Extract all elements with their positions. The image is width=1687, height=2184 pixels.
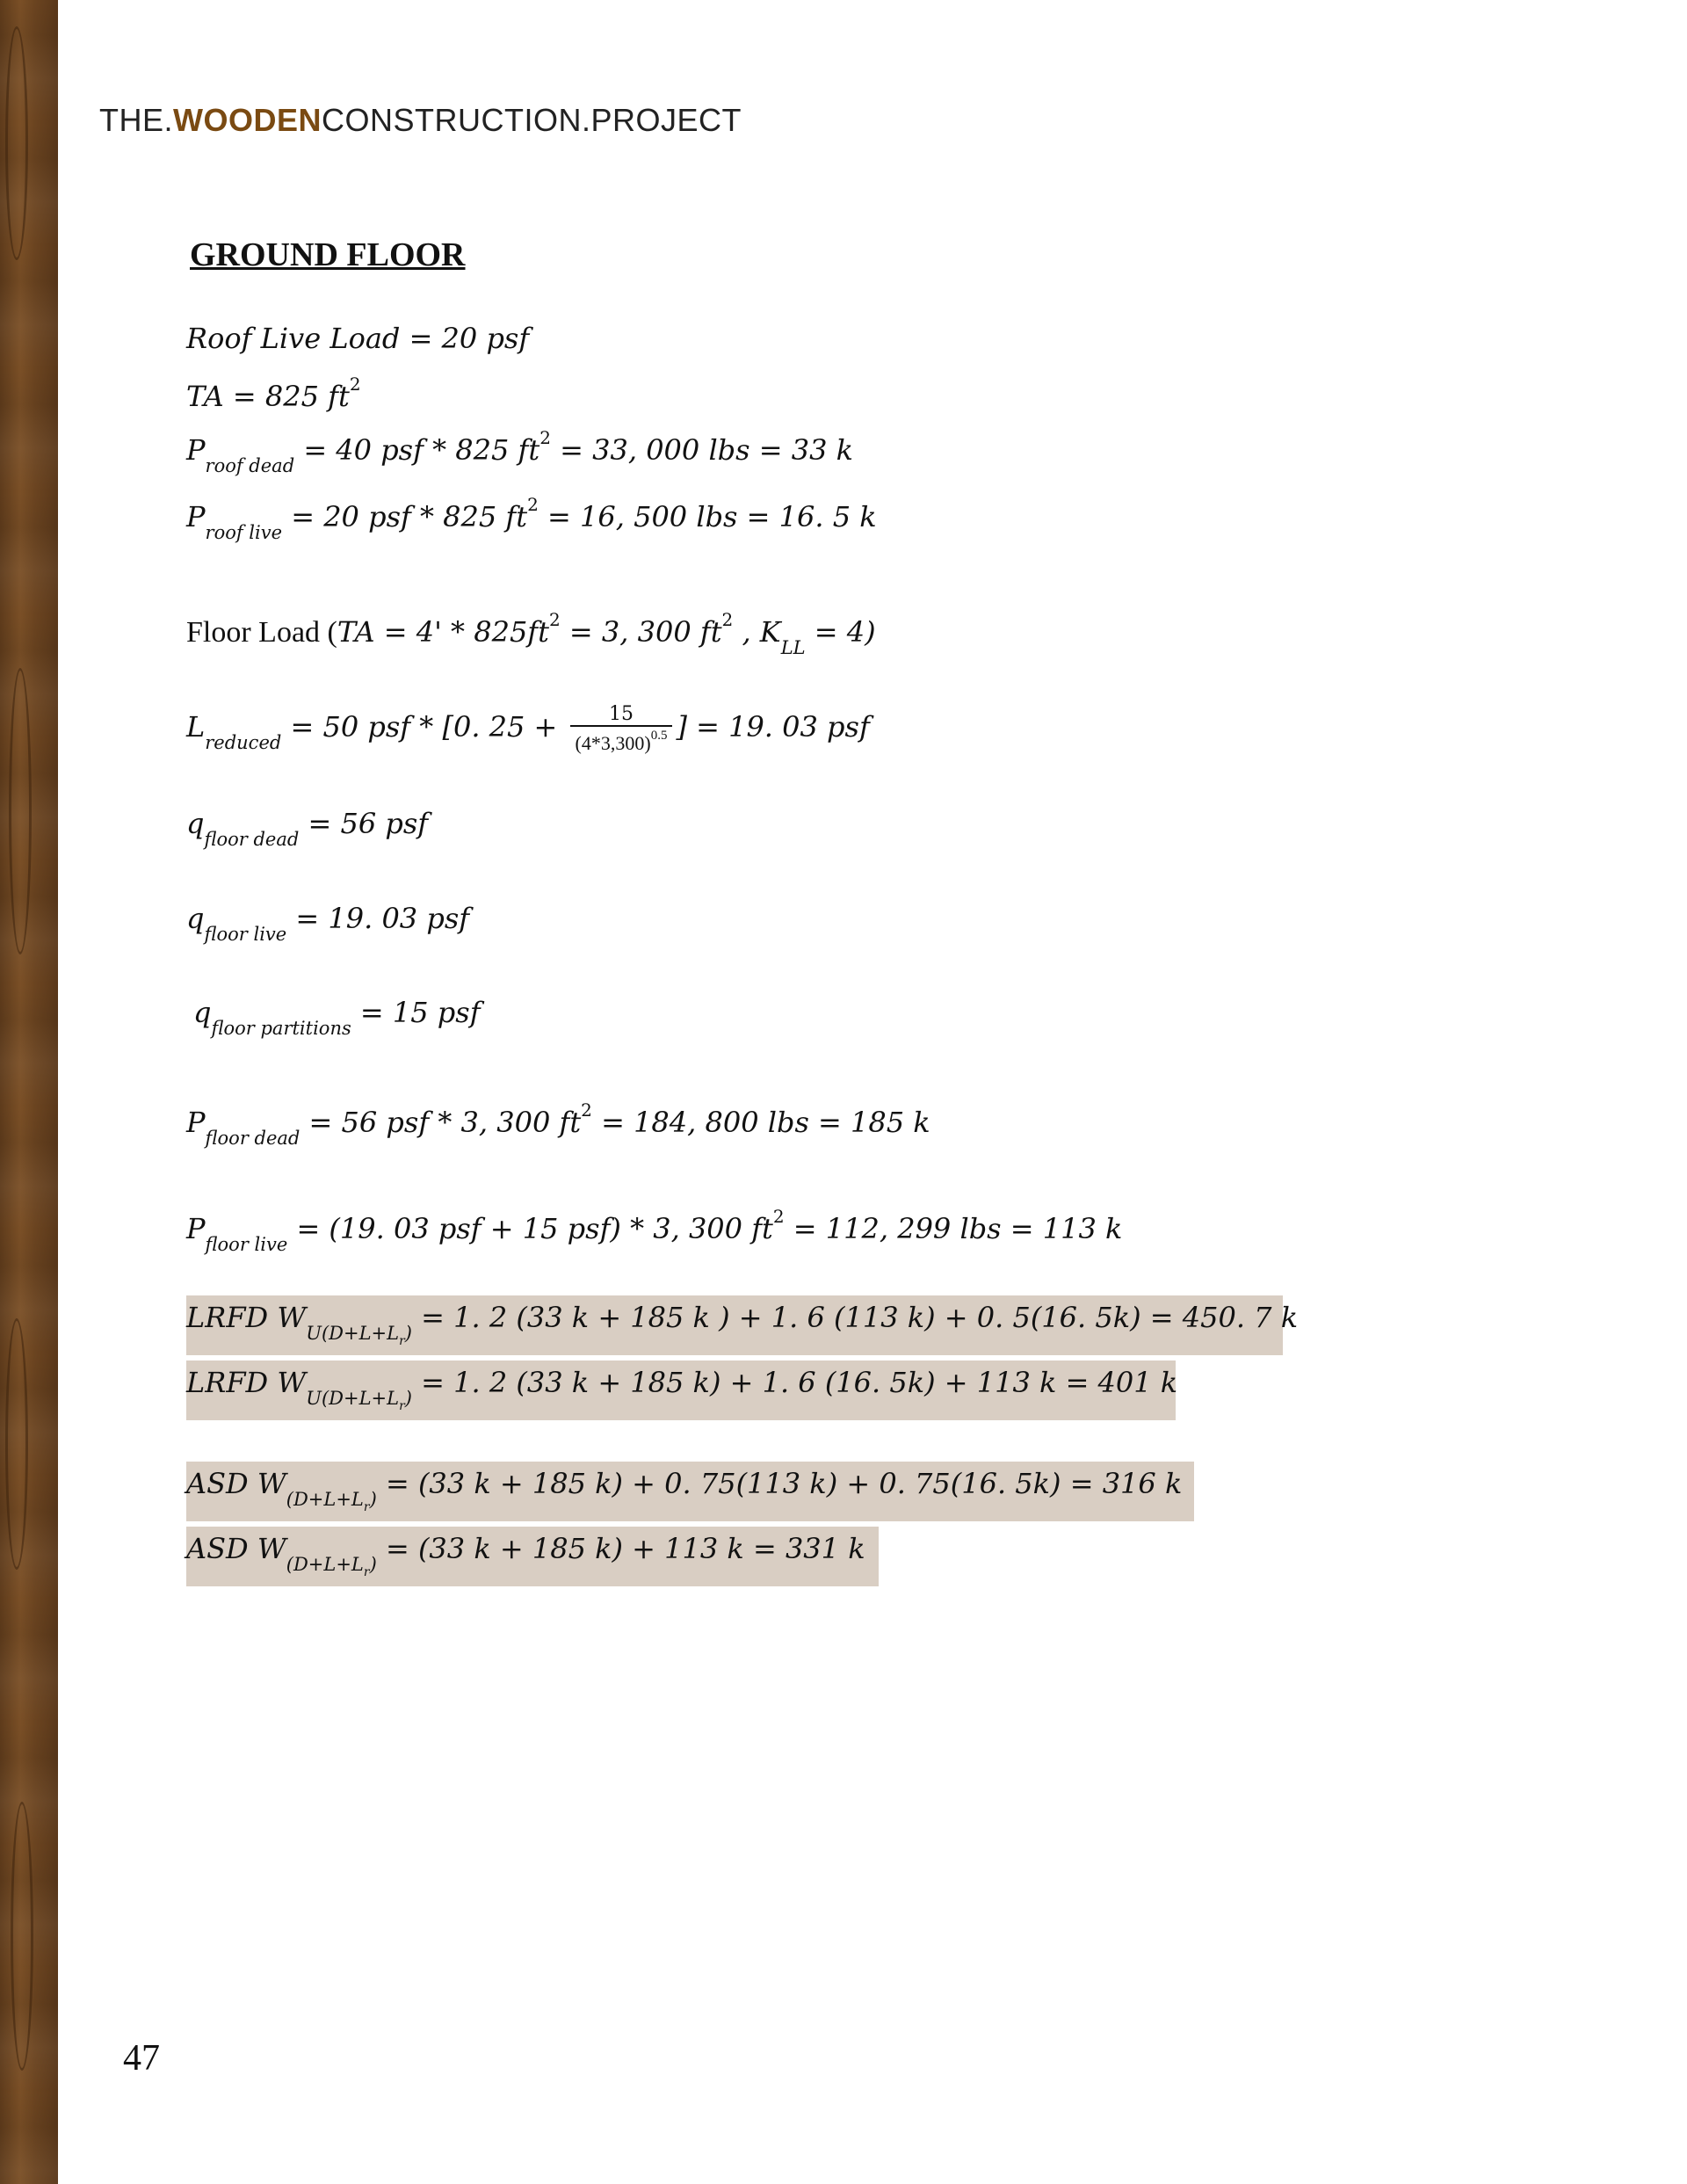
eq-subscript: roof live — [205, 522, 283, 543]
eq-symbol: P — [186, 433, 206, 467]
eq-subscript: roof dead — [205, 455, 295, 476]
wood-sidebar — [0, 0, 58, 2184]
eq-text: = 16, 500 lbs = 16. 5 k — [538, 500, 877, 533]
subscript-sub: r — [363, 1500, 370, 1514]
subscript-sub: r — [363, 1565, 370, 1579]
eq-q-floor-partitions — [193, 996, 481, 1039]
eq-lrfd-1 — [186, 1301, 1298, 1348]
eq-text: = 4) — [805, 615, 876, 649]
eq-exponent: 2 — [721, 609, 734, 630]
eq-exponent: 2 — [539, 427, 551, 448]
eq-exponent: 2 — [581, 1099, 592, 1121]
eq-p-roof-dead — [186, 427, 853, 476]
wood-grain — [5, 1318, 28, 1570]
section-title: GROUND FLOOR — [190, 236, 466, 273]
eq-p-floor-live — [186, 1206, 1122, 1255]
page-number: 47 — [123, 2038, 160, 2079]
eq-symbol: ASD W — [186, 1532, 286, 1565]
eq-text: = 1. 2 (33 k + 185 k ) + 1. 6 (113 k) + 0. 5(16. 5k) = 450. 7 k — [411, 1301, 1299, 1334]
eq-symbol: P — [186, 1106, 206, 1139]
eq-tributary-area — [186, 374, 361, 413]
eq-text: TA = 825 ft — [186, 380, 350, 413]
eq-label: Floor Load ( — [186, 616, 337, 649]
eq-text: = 33, 000 lbs = 33 k — [550, 433, 854, 467]
eq-asd-2 — [186, 1532, 865, 1579]
eq-symbol: P — [186, 1212, 206, 1245]
eq-lrfd-2 — [186, 1366, 1177, 1413]
eq-text: TA = 4' * 825ft — [337, 615, 549, 649]
page-header — [99, 102, 742, 139]
header-prefix: THE. — [99, 102, 174, 138]
subscript-text: U(D+L+L — [306, 1323, 400, 1344]
eq-subscript — [306, 1388, 412, 1413]
eq-p-floor-dead — [186, 1099, 930, 1149]
eq-text: = 40 psf * 825 ft — [294, 433, 540, 467]
eq-text: = 112, 299 lbs = 113 k — [784, 1212, 1123, 1245]
eq-symbol: q — [186, 807, 205, 840]
eq-subscript: floor partitions — [211, 1018, 351, 1039]
eq-text: = (19. 03 psf + 15 psf) * 3, 300 ft — [287, 1212, 773, 1245]
eq-symbol: LRFD W — [186, 1366, 307, 1399]
eq-p-roof-live — [186, 494, 877, 543]
fraction-numerator: 15 — [570, 703, 673, 727]
eq-exponent: 2 — [349, 374, 361, 395]
subscript-close: ) — [369, 1554, 377, 1575]
eq-text: = 20 psf * 825 ft — [282, 500, 528, 533]
eq-roof-live-load — [186, 322, 529, 355]
eq-text: = (33 k + 185 k) + 113 k = 331 k — [376, 1532, 865, 1565]
subscript-text: (D+L+L — [286, 1554, 364, 1575]
eq-text: = 56 psf — [299, 807, 429, 840]
subscript-close: ) — [369, 1489, 377, 1510]
wood-grain — [11, 1802, 33, 2071]
eq-subscript: floor dead — [205, 1128, 300, 1149]
eq-subscript — [286, 1554, 377, 1579]
eq-symbol: q — [193, 996, 212, 1029]
subscript-text: (D+L+L — [286, 1489, 364, 1510]
eq-l-reduced — [186, 703, 870, 755]
eq-symbol: ASD W — [186, 1467, 286, 1500]
eq-symbol: P — [186, 500, 206, 533]
subscript-close: ) — [404, 1323, 412, 1344]
fraction-denominator — [570, 727, 673, 755]
eq-subscript: floor dead — [204, 829, 300, 850]
eq-symbol: LRFD W — [186, 1301, 307, 1334]
eq-subscript: LL — [780, 637, 806, 658]
eq-subscript: reduced — [205, 732, 282, 753]
eq-symbol: q — [186, 902, 205, 935]
subscript-text: U(D+L+L — [306, 1388, 400, 1409]
eq-subscript — [306, 1323, 412, 1348]
eq-text: = 50 psf * [0. 25 + — [281, 710, 558, 744]
eq-text: = 15 psf — [351, 996, 481, 1029]
subscript-close: ) — [404, 1388, 412, 1409]
wood-grain — [5, 26, 28, 260]
eq-fraction — [570, 703, 673, 755]
eq-text: = 19. 03 psf — [286, 902, 470, 935]
eq-subscript — [286, 1489, 377, 1514]
eq-q-floor-live — [186, 902, 469, 945]
header-highlight: WOODEN — [173, 102, 322, 138]
eq-floor-load — [186, 609, 876, 658]
eq-exponent: 2 — [772, 1206, 785, 1227]
eq-text: = 184, 800 lbs = 185 k — [591, 1106, 930, 1139]
wood-grain — [9, 668, 32, 954]
eq-text: = 3, 300 ft — [560, 615, 722, 649]
eq-exponent: 2 — [549, 609, 561, 630]
eq-exponent: 2 — [527, 494, 539, 515]
header-suffix: CONSTRUCTION.PROJECT — [322, 102, 742, 138]
eq-asd-1 — [186, 1467, 1182, 1514]
eq-text: Roof Live Load = 20 psf — [186, 322, 530, 355]
eq-text: = (33 k + 185 k) + 0. 75(113 k) + 0. 75(16. 5k) = 316 k — [376, 1467, 1183, 1500]
eq-subscript: floor live — [204, 924, 287, 945]
denominator-text: (4*3,300) — [575, 732, 651, 754]
eq-text: ] = 19. 03 psf — [676, 710, 870, 744]
subscript-sub: r — [399, 1334, 405, 1348]
subscript-sub: r — [399, 1399, 405, 1413]
eq-text: = 56 psf * 3, 300 ft — [300, 1106, 582, 1139]
eq-text: , K — [733, 615, 781, 649]
eq-symbol: L — [186, 710, 206, 744]
eq-subscript: floor live — [205, 1234, 288, 1255]
eq-q-floor-dead — [186, 807, 428, 850]
eq-text: = 1. 2 (33 k + 185 k) + 1. 6 (16. 5k) + 113 k = 401 k — [411, 1366, 1178, 1399]
denominator-exponent: 0.5 — [650, 729, 668, 743]
